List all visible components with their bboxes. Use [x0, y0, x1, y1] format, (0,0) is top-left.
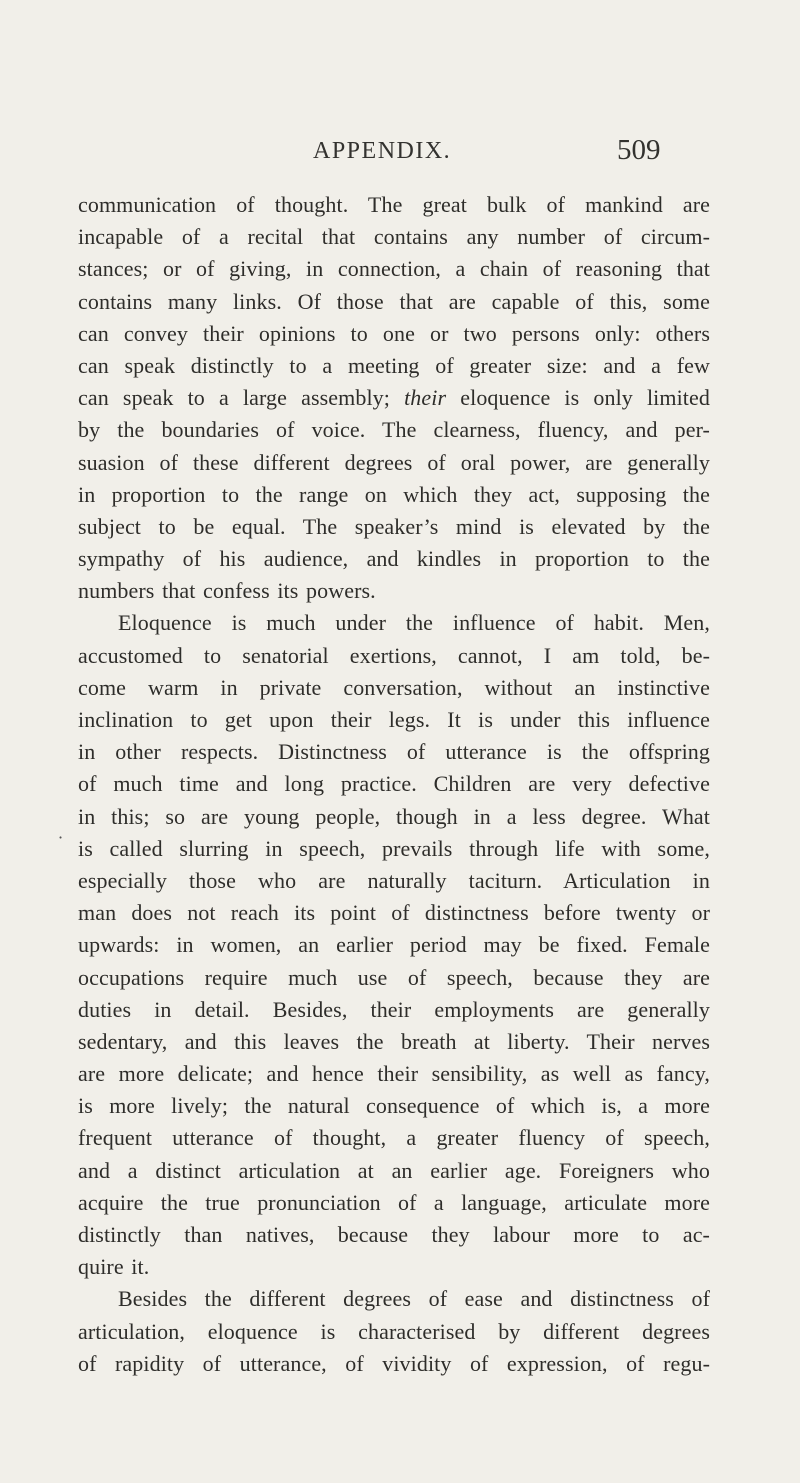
text-line: frequent utterance of thought, a greater fluency of speech,	[78, 1125, 710, 1151]
text-line: incapable of a recital that contains any number of circum-	[78, 224, 710, 250]
text-line: man does not reach its point of distinctness before twenty or	[78, 900, 710, 926]
running-head	[0, 134, 800, 178]
text-line: suasion of these different degrees of oral power, are generally	[78, 449, 710, 475]
running-title: APPENDIX.	[313, 138, 452, 164]
text-line: of much time and long practice. Children are very defective	[78, 771, 710, 797]
emphasis: their	[404, 385, 447, 411]
text-line: can speak to a large assembly; their eloquence is only limited	[78, 385, 710, 411]
text-line: can speak distinctly to a meeting of greater size: and a few	[78, 352, 710, 378]
text-line: occupations require much use of speech, because they are	[78, 964, 710, 990]
text-line: of rapidity of utterance, of vividity of expression, of regu-	[78, 1350, 710, 1376]
text-line: duties in detail. Besides, their employments are generally	[78, 996, 710, 1022]
body-text	[78, 189, 710, 1380]
text-line: are more delicate; and hence their sensibility, as well as fancy,	[78, 1061, 710, 1087]
text-line: accustomed to senatorial exertions, cannot, I am told, be-	[78, 642, 710, 668]
text-line: can convey their opinions to one or two persons only: others	[78, 320, 710, 346]
text-line: upwards: in women, an earlier period may be fixed. Female	[78, 932, 710, 958]
margin-mark: ·	[58, 828, 64, 847]
text-line: stances; or of giving, in connection, a chain of reasoning that	[78, 256, 710, 282]
text-line: numbers that confess its powers.	[78, 578, 376, 604]
text-line: sedentary, and this leaves the breath at liberty. Their nerves	[78, 1028, 710, 1054]
text-line: especially those who are naturally taciturn. Articulation in	[78, 867, 710, 893]
text-line: and a distinct articulation at an earlier age. Foreigners who	[78, 1157, 710, 1183]
text-line: is called slurring in speech, prevails through life with some,	[78, 835, 710, 861]
text-line: distinctly than natives, because they labour more to ac-	[78, 1222, 710, 1247]
text-line: in this; so are young people, though in a less degree. What	[78, 803, 710, 829]
text-line: sympathy of his audience, and kindles in proportion to the	[78, 546, 710, 572]
text-line: acquire the true pronunciation of a language, articulate more	[78, 1189, 710, 1215]
text-line: articulation, eloquence is characterised by different degrees	[78, 1318, 710, 1344]
text-line: come warm in private conversation, without an instinctive	[78, 674, 710, 700]
text-line: communication of thought. The great bulk of mankind are	[78, 192, 710, 217]
text-line: subject to be equal. The speaker’s mind is elevated by the	[78, 513, 710, 539]
text-line: in proportion to the range on which they act, supposing the	[78, 481, 710, 507]
page-number: 509	[617, 134, 661, 166]
text-line: in other respects. Distinctness of utterance is the offspring	[78, 739, 710, 765]
text-line: quire it.	[78, 1254, 150, 1280]
text-line: by the boundaries of voice. The clearness, fluency, and per-	[78, 417, 710, 443]
paragraph-start-line: Eloquence is much under the influence of habit. Men,	[118, 610, 710, 636]
text-line: inclination to get upon their legs. It is under this influence	[78, 707, 710, 732]
text-line: contains many links. Of those that are capable of this, some	[78, 288, 710, 314]
paragraph-start-line: Besides the different degrees of ease and distinctness of	[118, 1286, 710, 1312]
text-line: is more lively; the natural consequence of which is, a more	[78, 1093, 710, 1119]
